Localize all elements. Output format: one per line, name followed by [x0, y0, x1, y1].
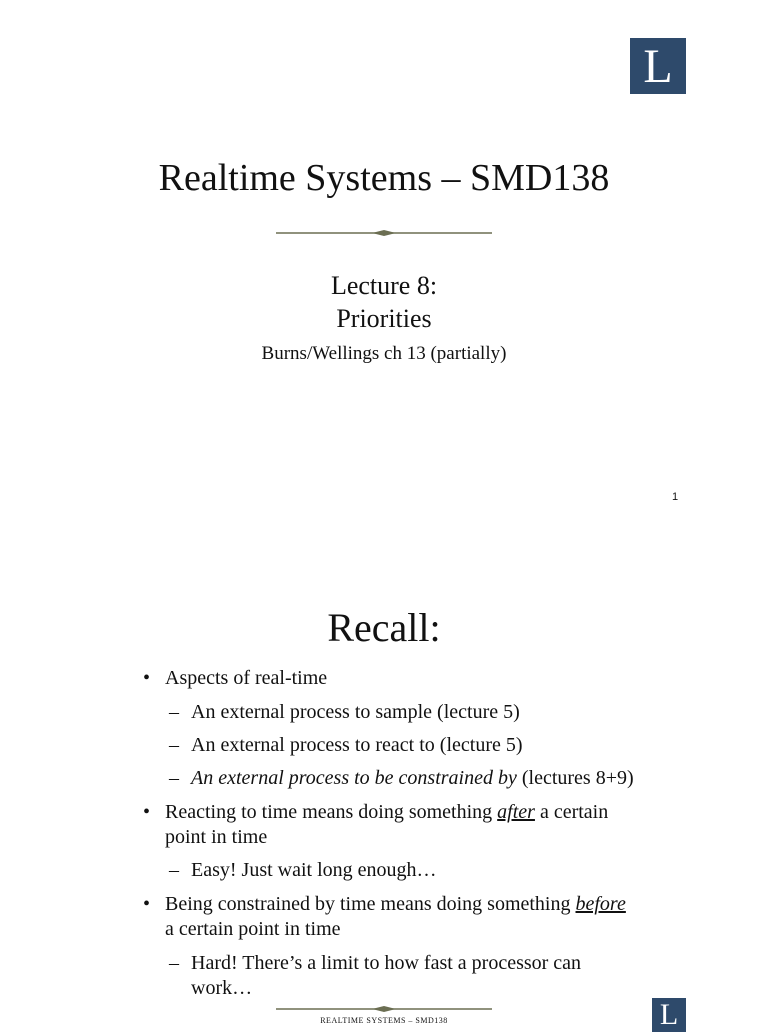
- dash-icon: –: [169, 767, 179, 789]
- dash-icon: –: [169, 859, 179, 881]
- emphasized-text: An external process to be constrained by: [191, 767, 517, 789]
- bullet-text: Reacting to time means doing something: [165, 801, 498, 823]
- slide-title: Recall:: [327, 605, 441, 650]
- dash-icon: –: [169, 701, 179, 723]
- university-logo: L: [630, 38, 686, 94]
- sub-bullet-item: [169, 858, 641, 883]
- lecture-reference: Burns/Wellings ch 13 (partially): [261, 343, 507, 364]
- ornamental-divider: [276, 228, 492, 238]
- sub-bullet-item: [169, 733, 641, 758]
- slide-title: Realtime Systems – SMD138: [158, 157, 610, 199]
- sub-bullet-item: [169, 700, 641, 725]
- emphasized-text: before: [575, 893, 626, 915]
- bullet-item: [143, 892, 635, 942]
- lecture-topic: Priorities: [336, 304, 432, 333]
- bullet-text: a certain point in time: [165, 918, 341, 940]
- sub-bullet-text: Easy! Just wait long enough…: [191, 859, 437, 881]
- dash-icon: –: [169, 952, 179, 974]
- sub-bullet-item: [169, 766, 641, 791]
- page-number: 1: [672, 491, 679, 503]
- bullet-icon: •: [143, 801, 151, 823]
- bullet-icon: •: [143, 893, 151, 915]
- sub-bullet-item: [169, 951, 641, 1001]
- university-logo: L: [652, 998, 686, 1032]
- sub-bullet-text: An external process to sample (lecture 5): [191, 701, 520, 723]
- bullet-text: Being constrained by time means doing something: [165, 893, 576, 915]
- lecture-number: Lecture 8:: [330, 271, 438, 300]
- bullet-text: Aspects of real-time: [165, 667, 328, 689]
- sub-bullet-text: An external process to react to (lecture 5): [191, 734, 523, 756]
- emphasized-text: after: [497, 801, 535, 823]
- bullet-item: [143, 800, 635, 850]
- bullet-text: a certain point in time: [165, 801, 609, 848]
- ornamental-divider: [276, 1004, 492, 1014]
- sub-bullet-text: Hard! There’s a limit to how fast a processor can work…: [191, 952, 582, 999]
- bullet-icon: •: [143, 667, 151, 689]
- bullet-item: [143, 666, 635, 691]
- dash-icon: –: [169, 734, 179, 756]
- sub-bullet-text: (lectures 8+9): [516, 767, 634, 789]
- slide-footer: REALTIME SYSTEMS – SMD138: [320, 1016, 448, 1025]
